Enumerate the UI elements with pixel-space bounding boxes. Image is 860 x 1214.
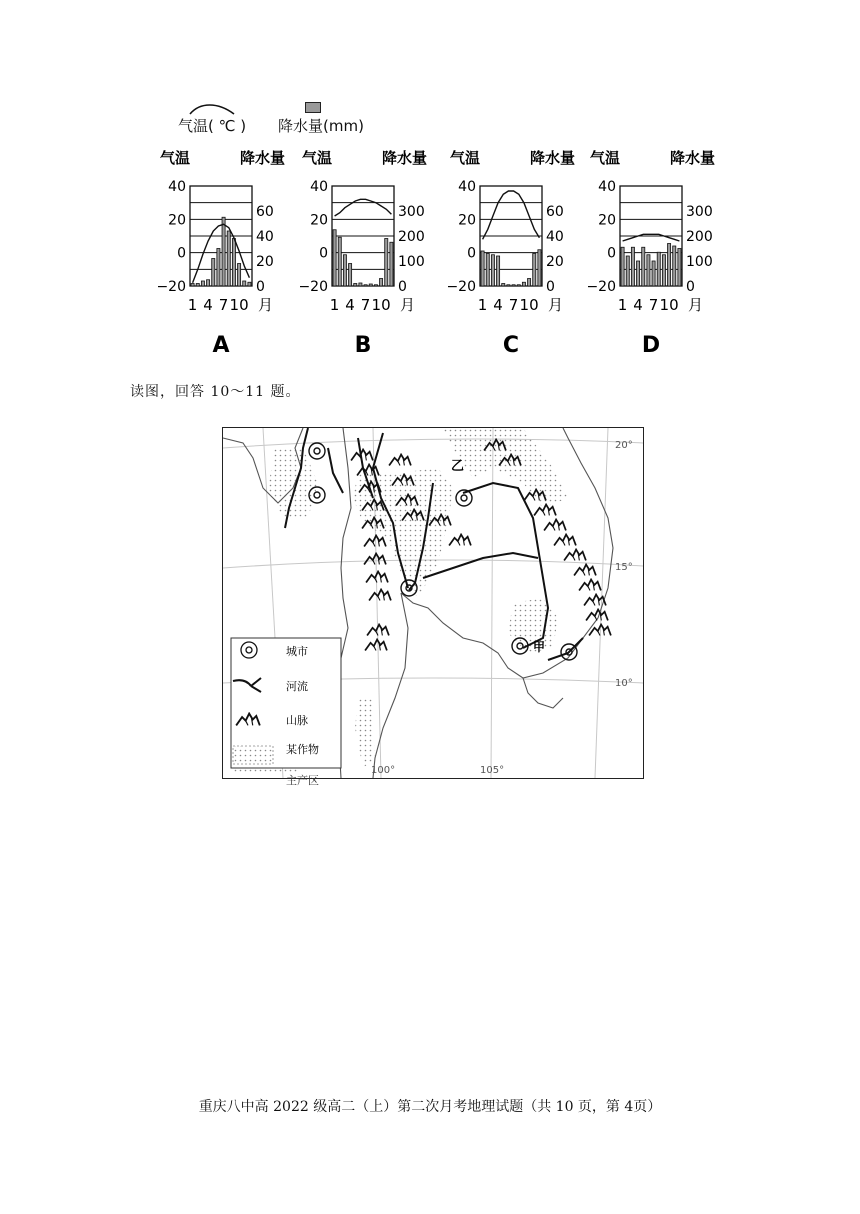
x-tick-label: 7	[648, 296, 659, 314]
precip-bar	[238, 264, 241, 287]
climate-chart-d	[586, 145, 730, 365]
legend-crop-icon	[233, 746, 273, 764]
x-tick-label: 10	[659, 296, 679, 314]
label-lon100: 100°	[371, 765, 396, 776]
precip-tick-label: 20	[256, 254, 274, 270]
left-axis-title: 气温	[450, 149, 481, 167]
temp-tick-label: 20	[458, 212, 476, 229]
temp-tick-label: 0	[607, 245, 616, 262]
x-tick-label: 7	[508, 296, 519, 314]
precip-bar	[349, 264, 352, 287]
precip-bar	[491, 255, 494, 286]
precip-bar	[517, 285, 520, 286]
precip-bar	[673, 246, 676, 286]
precip-tick-label: 300	[398, 204, 425, 220]
climate-chart-svg	[586, 145, 740, 365]
temp-tick-label: 0	[319, 245, 328, 262]
x-tick-label: 10	[371, 296, 391, 314]
precip-bar	[201, 281, 204, 286]
precip-bar	[662, 255, 665, 286]
precip-tick-label: 60	[546, 204, 564, 220]
x-tick-label: 4	[203, 296, 213, 314]
precip-tick-label: 200	[686, 229, 713, 245]
temp-tick-label: 40	[310, 179, 328, 195]
temp-tick-label: −20	[156, 279, 186, 295]
temp-tick-label: 40	[458, 179, 476, 195]
precip-bar	[522, 282, 525, 286]
label-jia: 甲	[533, 640, 546, 654]
temperature-legend-label: 气温( ℃ )	[178, 117, 247, 135]
temperature-line	[483, 191, 540, 239]
precip-bar	[196, 284, 199, 287]
precip-bar	[385, 239, 388, 287]
label-lat15: 15°	[615, 562, 633, 573]
x-unit-label: 月	[548, 296, 564, 314]
precip-bar	[538, 250, 541, 286]
x-tick-label: 4	[493, 296, 503, 314]
legend-river-label: 河流	[286, 680, 308, 693]
precip-tick-label: 100	[398, 254, 425, 270]
temp-tick-label: 20	[310, 212, 328, 229]
precip-bar	[248, 282, 251, 286]
climate-chart-svg	[446, 145, 600, 365]
precip-bar	[380, 279, 383, 287]
label-yi: 乙	[451, 459, 465, 474]
temperature-legend	[178, 100, 258, 140]
left-axis-title: 气温	[590, 149, 621, 167]
x-tick-label: 1	[329, 296, 340, 314]
temp-tick-label: −20	[586, 279, 616, 295]
precip-bar	[232, 239, 235, 287]
precip-bar	[343, 255, 346, 286]
precip-bar	[390, 242, 393, 286]
x-unit-label: 月	[258, 296, 274, 314]
precip-bar	[647, 255, 650, 286]
map-legend	[231, 638, 341, 768]
precip-tick-label: 60	[256, 204, 274, 220]
precipitation-bar-icon	[305, 102, 321, 113]
x-tick-label: 4	[633, 296, 643, 314]
right-axis-title: 降水量	[670, 149, 716, 167]
temp-tick-label: 20	[598, 212, 616, 229]
precip-bar	[642, 247, 645, 286]
indochina-map	[222, 427, 644, 779]
precip-tick-label: 40	[546, 229, 564, 245]
temp-tick-label: −20	[298, 279, 328, 295]
x-tick-label: 7	[218, 296, 229, 314]
question-prompt: 读图，回答 10～11 题。	[130, 384, 301, 400]
precip-bar	[626, 256, 629, 286]
precip-bar	[657, 252, 660, 286]
precip-bar	[497, 256, 500, 286]
precip-tick-label: 0	[546, 279, 555, 295]
precip-bar	[512, 285, 515, 286]
x-unit-label: 月	[400, 296, 416, 314]
page-footer: 重庆八中高 2022 级高二（上）第二次月考地理试题（共 10 页，第 4页）	[198, 1099, 662, 1115]
precip-bar	[507, 285, 510, 286]
precip-bar	[621, 247, 624, 286]
precip-tick-label: 20	[546, 254, 564, 270]
precip-tick-label: 100	[686, 254, 713, 270]
precip-bar	[207, 280, 210, 286]
legend-city-label: 城市	[286, 645, 308, 658]
climate-chart-svg	[156, 145, 310, 365]
right-axis-title: 降水量	[382, 149, 428, 167]
precip-tick-label: 40	[256, 229, 274, 245]
precip-bar	[338, 237, 341, 286]
precip-bar	[364, 285, 367, 286]
right-axis-title: 降水量	[240, 149, 286, 167]
temperature-line	[335, 199, 392, 216]
climate-chart-c	[446, 145, 590, 365]
precip-bar	[191, 284, 194, 287]
panel-letter: D	[641, 333, 661, 358]
panel-letter: A	[212, 333, 230, 358]
precipitation-legend	[278, 100, 378, 140]
legend-mountain-label: 山脉	[286, 714, 308, 727]
precip-bar	[369, 284, 372, 286]
temperature-line	[623, 234, 680, 241]
x-unit-label: 月	[688, 296, 704, 314]
x-tick-label: 1	[187, 296, 198, 314]
climate-chart-svg	[298, 145, 452, 365]
precip-bar	[222, 217, 225, 286]
precip-bar	[243, 281, 246, 286]
right-axis-title: 降水量	[530, 149, 576, 167]
label-lat20: 20°	[615, 440, 633, 451]
precip-bar	[374, 285, 377, 286]
precip-bar	[333, 230, 336, 286]
precip-bar	[652, 261, 655, 286]
x-tick-label: 10	[519, 296, 539, 314]
precip-bar	[227, 231, 230, 286]
x-tick-label: 10	[229, 296, 249, 314]
x-tick-label: 1	[617, 296, 628, 314]
left-axis-title: 气温	[302, 149, 333, 167]
precip-bar	[668, 244, 671, 287]
climate-chart-a	[156, 145, 290, 365]
label-lon105: 105°	[480, 765, 505, 776]
temp-tick-label: −20	[446, 279, 476, 295]
precip-bar	[359, 283, 362, 286]
precip-bar	[354, 284, 357, 287]
precip-bar	[502, 284, 505, 287]
precip-tick-label: 0	[686, 279, 695, 295]
x-tick-label: 7	[360, 296, 371, 314]
left-axis-title: 气温	[160, 149, 191, 167]
precip-bar	[528, 279, 531, 287]
panel-letter: C	[502, 333, 520, 358]
precip-tick-label: 300	[686, 204, 713, 220]
precip-tick-label: 0	[256, 279, 265, 295]
temp-tick-label: 0	[177, 245, 186, 262]
temp-tick-label: 0	[467, 245, 476, 262]
map-canvas	[223, 428, 643, 778]
precip-bar	[533, 254, 536, 287]
precip-bar	[486, 254, 489, 287]
precip-bar	[637, 261, 640, 286]
precip-tick-label: 200	[398, 229, 425, 245]
temp-tick-label: 40	[598, 179, 616, 195]
x-tick-label: 4	[345, 296, 355, 314]
precip-bar	[481, 251, 484, 286]
precip-tick-label: 0	[398, 279, 407, 295]
precip-bar	[212, 259, 215, 287]
precip-bar	[631, 247, 634, 286]
x-tick-label: 1	[477, 296, 488, 314]
legend-crop-label: 某作物	[286, 743, 319, 756]
temp-tick-label: 20	[168, 212, 186, 229]
precipitation-legend-label: 降水量(mm)	[278, 117, 364, 135]
label-lat10: 10°	[615, 678, 633, 689]
temp-tick-label: 40	[168, 179, 186, 195]
precip-bar	[217, 249, 220, 287]
climate-chart-b	[298, 145, 452, 365]
legend-crop-label-2: 主产区	[286, 774, 319, 787]
panel-letter: B	[354, 333, 372, 358]
precip-bar	[678, 249, 681, 287]
city-marker	[309, 443, 325, 459]
